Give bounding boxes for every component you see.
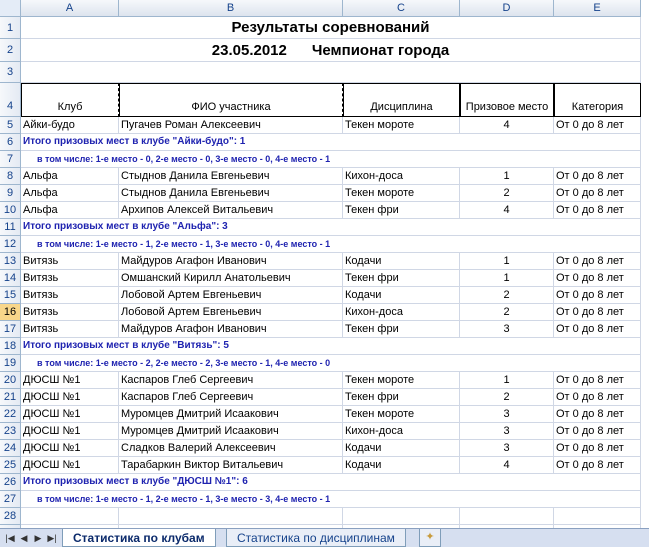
cell-discipline[interactable]: Текен мороте (343, 372, 460, 389)
cell-discipline[interactable]: Кодачи (343, 287, 460, 304)
row-header[interactable]: 8 (0, 168, 21, 185)
row-header[interactable]: 18 (0, 338, 21, 355)
cell-discipline[interactable]: Кодачи (343, 253, 460, 270)
cell-club[interactable]: Альфа (21, 185, 119, 202)
cell-category[interactable]: От 0 до 8 лет (554, 270, 641, 287)
cell-club[interactable]: Альфа (21, 168, 119, 185)
empty-cell[interactable] (460, 508, 554, 525)
row-header[interactable]: 24 (0, 440, 21, 457)
row-header[interactable]: 12 (0, 236, 21, 253)
club-total-row[interactable]: Итого призовых мест в клубе "ДЮСШ №1": 6 (21, 474, 641, 491)
cell-category[interactable]: От 0 до 8 лет (554, 117, 641, 134)
cell-discipline[interactable]: Кодачи (343, 440, 460, 457)
cell-place[interactable]: 3 (460, 321, 554, 338)
cell-name[interactable]: Стыднов Данила Евгеньевич (119, 168, 343, 185)
cell-name[interactable]: Омшанский Кирилл Анатольевич (119, 270, 343, 287)
cell-discipline[interactable]: Кихон-доса (343, 304, 460, 321)
cell-discipline[interactable]: Кихон-доса (343, 423, 460, 440)
row-header[interactable]: 16 (0, 304, 21, 321)
cell-place[interactable]: 3 (460, 440, 554, 457)
club-total-row[interactable]: Итого призовых мест в клубе "Айки-будо": 1 (21, 134, 641, 151)
column-header-d[interactable]: D (460, 0, 554, 17)
empty-cell[interactable] (21, 508, 119, 525)
cell-category[interactable]: От 0 до 8 лет (554, 304, 641, 321)
cell-name[interactable]: Пугачев Роман Алексеевич (119, 117, 343, 134)
row-header[interactable]: 17 (0, 321, 21, 338)
cell-name[interactable]: Архипов Алексей Витальевич (119, 202, 343, 219)
cell-discipline[interactable]: Текен фри (343, 270, 460, 287)
cell-club[interactable]: ДЮСШ №1 (21, 372, 119, 389)
column-header-c[interactable]: C (343, 0, 460, 17)
cell-place[interactable]: 1 (460, 253, 554, 270)
row-header[interactable]: 19 (0, 355, 21, 372)
cell-discipline[interactable]: Кихон-доса (343, 168, 460, 185)
club-breakdown-row[interactable]: в том числе: 1-е место - 1, 2-е место - 1, 3-е место - 3, 4-е место - 1 (21, 491, 641, 508)
insert-sheet-icon[interactable]: ✦ (419, 529, 441, 547)
club-breakdown-row[interactable]: в том числе: 1-е место - 0, 2-е место - 0, 3-е место - 0, 4-е место - 1 (21, 151, 641, 168)
club-total-row[interactable]: Итого призовых мест в клубе "Альфа": 3 (21, 219, 641, 236)
cell-name[interactable]: Каспаров Глеб Сергеевич (119, 389, 343, 406)
row-header[interactable]: 21 (0, 389, 21, 406)
cell-club[interactable]: Витязь (21, 253, 119, 270)
report-title: Результаты соревнований (21, 17, 641, 39)
cell-club[interactable]: ДЮСШ №1 (21, 406, 119, 423)
empty-cell[interactable] (554, 508, 641, 525)
cell-name[interactable]: Муромцев Дмитрий Исаакович (119, 423, 343, 440)
row-header[interactable]: 11 (0, 219, 21, 236)
cell-category[interactable]: От 0 до 8 лет (554, 423, 641, 440)
row-header[interactable]: 10 (0, 202, 21, 219)
cell-club[interactable]: Витязь (21, 321, 119, 338)
cell-club[interactable]: Айки-будо (21, 117, 119, 134)
club-breakdown-row[interactable]: в том числе: 1-е место - 2, 2-е место - 2, 3-е место - 1, 4-е место - 0 (21, 355, 641, 372)
cell-club[interactable]: Витязь (21, 287, 119, 304)
cell-place[interactable]: 4 (460, 202, 554, 219)
cell-name[interactable]: Тарабаркин Виктор Витальевич (119, 457, 343, 474)
row-header[interactable]: 27 (0, 491, 21, 508)
cell-name[interactable]: Каспаров Глеб Сергеевич (119, 372, 343, 389)
cell-place[interactable]: 1 (460, 372, 554, 389)
row-header[interactable]: 9 (0, 185, 21, 202)
cell-place[interactable]: 2 (460, 389, 554, 406)
first-sheet-icon[interactable]: |◀ (5, 533, 15, 543)
club-total-row[interactable]: Итого призовых мест в клубе "Витязь": 5 (21, 338, 641, 355)
row-header[interactable]: 7 (0, 151, 21, 168)
cell-club[interactable]: Витязь (21, 270, 119, 287)
sheet-tab-bar (0, 528, 649, 547)
cell-club[interactable]: ДЮСШ №1 (21, 389, 119, 406)
report-date: 23.05.2012 (211, 42, 287, 59)
cell-name[interactable]: Стыднов Данила Евгеньевич (119, 185, 343, 202)
empty-cell[interactable] (119, 508, 343, 525)
report-subtitle (21, 39, 641, 62)
header-discipline[interactable]: Дисциплина (343, 83, 460, 117)
cell-place[interactable]: 3 (460, 423, 554, 440)
row-header[interactable]: 3 (0, 62, 21, 83)
header-club[interactable]: Клуб (21, 83, 119, 117)
row-header[interactable]: 23 (0, 423, 21, 440)
cell-place[interactable]: 2 (460, 185, 554, 202)
club-breakdown-row[interactable]: в том числе: 1-е место - 1, 2-е место - 1, 3-е место - 0, 4-е место - 1 (21, 236, 641, 253)
cell-name[interactable]: Муромцев Дмитрий Исаакович (119, 406, 343, 423)
cell-category[interactable]: От 0 до 8 лет (554, 457, 641, 474)
column-header-a[interactable]: A (21, 0, 119, 17)
cell-discipline[interactable]: Текен мороте (343, 117, 460, 134)
row-header[interactable]: 22 (0, 406, 21, 423)
cell-place[interactable]: 1 (460, 270, 554, 287)
cell-club[interactable]: Альфа (21, 202, 119, 219)
cell-place[interactable]: 4 (460, 117, 554, 134)
column-header-e[interactable]: E (554, 0, 641, 17)
cell-club[interactable]: ДЮСШ №1 (21, 440, 119, 457)
row-header[interactable]: 13 (0, 253, 21, 270)
row-header[interactable]: 1 (0, 17, 21, 39)
cell-category[interactable]: От 0 до 8 лет (554, 287, 641, 304)
header-place[interactable]: Призовое место (460, 83, 554, 117)
tab-club-stats[interactable]: Статистика по клубам (62, 529, 216, 547)
cell-category[interactable]: От 0 до 8 лет (554, 253, 641, 270)
column-header-b[interactable]: B (119, 0, 343, 17)
prev-sheet-icon[interactable]: ◀ (20, 533, 28, 543)
cell-category[interactable]: От 0 до 8 лет (554, 185, 641, 202)
row-header[interactable]: 26 (0, 474, 21, 491)
cell-place[interactable]: 3 (460, 406, 554, 423)
cell-category[interactable]: От 0 до 8 лет (554, 406, 641, 423)
row-header[interactable]: 4 (0, 83, 21, 117)
cell-discipline[interactable]: Текен мороте (343, 185, 460, 202)
cell-category[interactable]: От 0 до 8 лет (554, 440, 641, 457)
cell-name[interactable]: Майдуров Агафон Иванович (119, 253, 343, 270)
cell-discipline[interactable]: Текен фри (343, 389, 460, 406)
select-all-corner[interactable] (0, 0, 21, 17)
cell-name[interactable]: Сладков Валерий Алексеевич (119, 440, 343, 457)
cell-discipline[interactable]: Текен мороте (343, 406, 460, 423)
row-header[interactable]: 14 (0, 270, 21, 287)
cell-name[interactable]: Лобовой Артем Евгеньевич (119, 287, 343, 304)
row-header[interactable]: 15 (0, 287, 21, 304)
empty-row[interactable] (21, 62, 641, 83)
cell-category[interactable]: От 0 до 8 лет (554, 321, 641, 338)
cell-discipline[interactable]: Текен фри (343, 321, 460, 338)
cell-place[interactable]: 2 (460, 287, 554, 304)
last-sheet-icon[interactable]: ▶| (47, 533, 57, 543)
cell-discipline[interactable]: Текен фри (343, 202, 460, 219)
cell-category[interactable]: От 0 до 8 лет (554, 389, 641, 406)
cell-place[interactable]: 1 (460, 168, 554, 185)
next-sheet-icon[interactable]: ▶ (34, 533, 42, 543)
row-header[interactable]: 2 (0, 39, 21, 62)
cell-place[interactable]: 4 (460, 457, 554, 474)
row-header[interactable]: 20 (0, 372, 21, 389)
cell-club[interactable]: Витязь (21, 304, 119, 321)
cell-club[interactable]: ДЮСШ №1 (21, 423, 119, 440)
empty-cell[interactable] (343, 508, 460, 525)
row-header[interactable]: 25 (0, 457, 21, 474)
cell-category[interactable]: От 0 до 8 лет (554, 168, 641, 185)
tab-discipline-stats[interactable]: Статистика по дисциплинам (226, 529, 406, 547)
row-header[interactable]: 6 (0, 134, 21, 151)
cell-category[interactable]: От 0 до 8 лет (554, 372, 641, 389)
cell-club[interactable]: ДЮСШ №1 (21, 457, 119, 474)
report-event: Чемпионат города (311, 42, 450, 59)
cell-name[interactable]: Лобовой Артем Евгеньевич (119, 304, 343, 321)
header-category[interactable]: Категория (554, 83, 641, 117)
cell-name[interactable]: Майдуров Агафон Иванович (119, 321, 343, 338)
cell-discipline[interactable]: Кодачи (343, 457, 460, 474)
cell-place[interactable]: 2 (460, 304, 554, 321)
cell-category[interactable]: От 0 до 8 лет (554, 202, 641, 219)
header-name[interactable]: ФИО участника (119, 83, 343, 117)
row-header[interactable]: 5 (0, 117, 21, 134)
row-header[interactable]: 28 (0, 508, 21, 525)
